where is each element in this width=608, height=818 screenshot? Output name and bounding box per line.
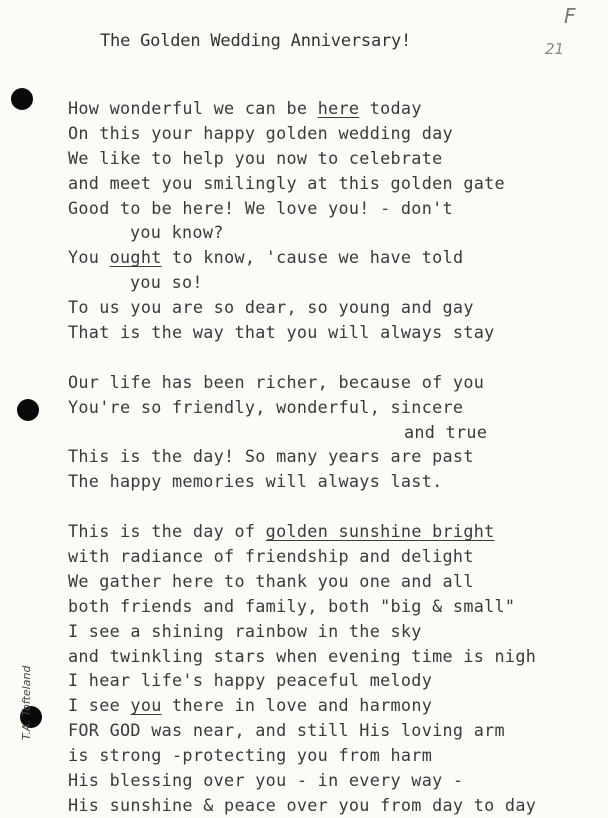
poem-line: The happy memories will always last. <box>68 471 443 492</box>
page-title: The Golden Wedding Anniversary! <box>100 31 412 51</box>
underlined-phrase: golden sunshine bright <box>265 521 495 542</box>
poem-line: Good to be here! We love you! - don't <box>68 197 453 218</box>
poem-line <box>68 693 608 718</box>
poem-line: His blessing over you - in every way - <box>68 770 464 791</box>
poem-line <box>68 245 608 270</box>
poem-body <box>68 96 608 818</box>
handwritten-corner-letter: F <box>564 4 576 28</box>
underlined-word: you <box>130 695 162 716</box>
poem-text: This is the day of <box>68 521 266 542</box>
poem-line: His sunshine & peace over you from day to day <box>68 794 537 815</box>
poem-line: is strong -protecting you from harm <box>68 745 433 766</box>
poem-line: with radiance of friendship and delight <box>68 546 474 567</box>
stanza-gap <box>68 494 608 519</box>
poem-line <box>68 96 608 121</box>
poem-line: and true <box>404 421 488 442</box>
poem-text: today <box>359 98 422 118</box>
poem-line: Our life has been richer, because of you <box>68 371 485 392</box>
poem-line: FOR GOD was near, and still His loving arm <box>68 720 505 741</box>
poem-line: On this your happy golden wedding day <box>68 122 453 143</box>
poem-line: I hear life's happy peaceful melody <box>68 670 433 691</box>
underlined-word: ought <box>109 247 162 268</box>
binder-hole-icon <box>17 399 39 421</box>
poem-line: and meet you smilingly at this golden gate <box>68 172 505 193</box>
poem-text: to know, 'cause we have told <box>161 247 464 268</box>
poem-line: both friends and family, both "big & small" <box>68 595 516 616</box>
poem-line: This is the day! So many years are past <box>68 446 474 467</box>
poem-line: You're so friendly, wonderful, sincere <box>68 396 464 417</box>
stanza-gap <box>68 345 608 370</box>
handwritten-corner-number: 21 <box>545 40 565 58</box>
poem-line: you so! <box>130 272 203 293</box>
poem-text: How wonderful we can be <box>68 98 318 118</box>
poem-text: You <box>68 247 110 268</box>
handwritten-side-note: T.A. Tofteland <box>20 665 33 740</box>
poem-line: That is the way that you will always stay <box>68 322 495 343</box>
binder-hole-icon <box>11 88 33 110</box>
poem-text: I see <box>68 695 131 716</box>
underlined-word: here <box>317 98 360 118</box>
poem-text: there in love and harmony <box>161 695 433 716</box>
poem-line: and twinkling stars when evening time is nigh <box>68 645 537 666</box>
poem-line: I see a shining rainbow in the sky <box>68 620 422 641</box>
poem-line: We gather here to thank you one and all <box>68 570 474 591</box>
poem-line <box>68 519 608 544</box>
poem-line: We like to help you now to celebrate <box>68 147 443 168</box>
poem-line: To us you are so dear, so young and gay <box>68 297 474 318</box>
poem-line: you know? <box>130 222 224 243</box>
